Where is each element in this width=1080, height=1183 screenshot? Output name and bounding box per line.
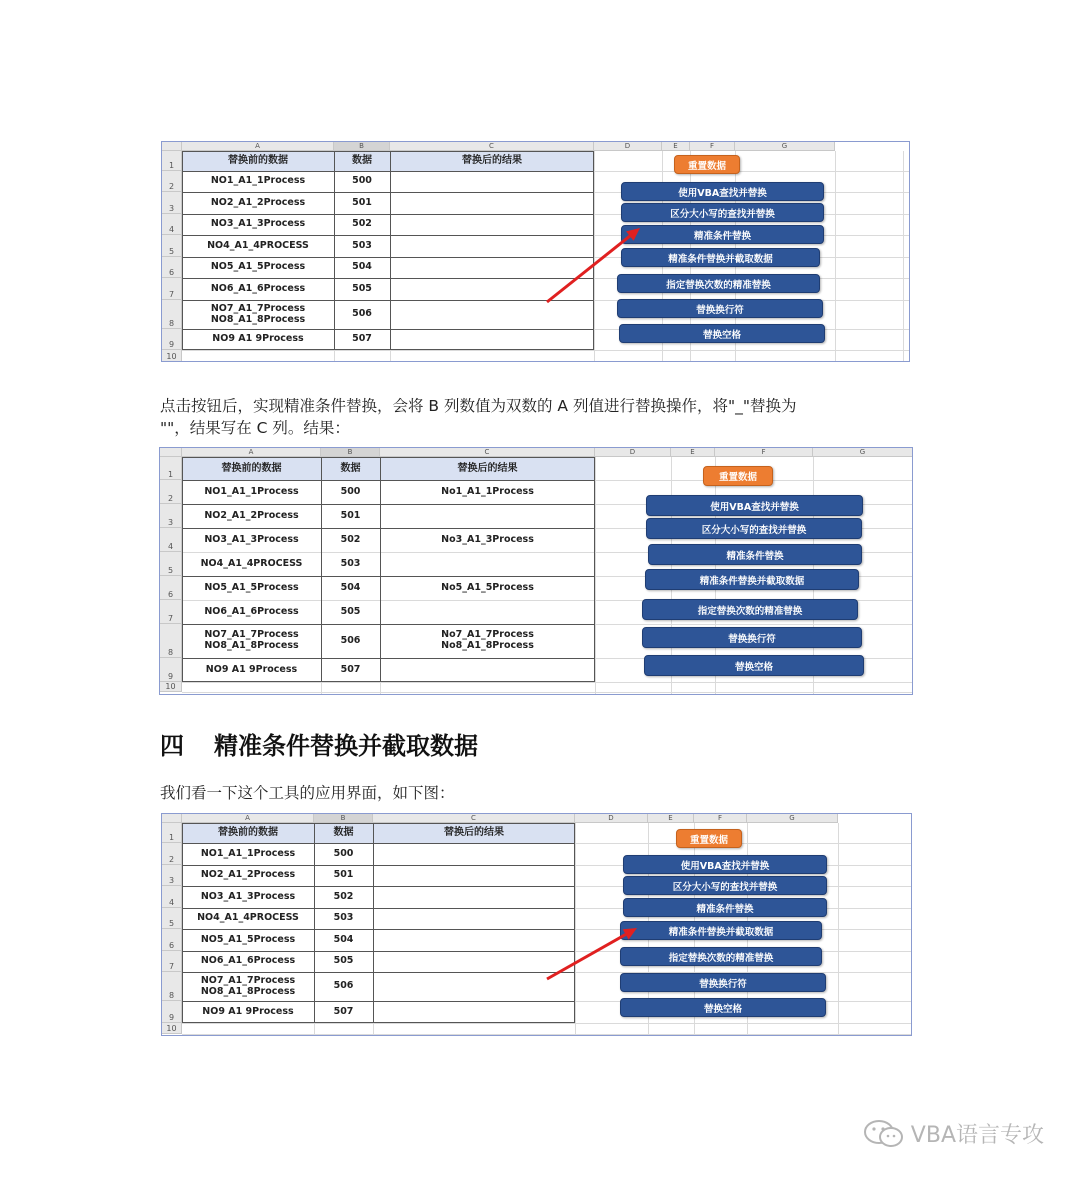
cell-b[interactable]: 507 — [352, 333, 372, 345]
row-header-4[interactable]: 4 — [160, 528, 182, 552]
vba-find-button[interactable]: 使用VBA查找并替换 — [646, 495, 863, 516]
space-button[interactable]: 替换空格 — [619, 324, 825, 343]
row-header-6[interactable]: 6 — [160, 576, 182, 600]
table-divider — [182, 886, 575, 887]
count-replace-button[interactable]: 指定替换次数的精准替换 — [642, 599, 858, 620]
table-divider — [182, 624, 595, 625]
section-title: 精准条件替换并截取数据 — [214, 732, 478, 760]
cell-b[interactable]: 506 — [340, 634, 361, 646]
row-header-7[interactable]: 7 — [162, 278, 182, 300]
cell-b[interactable]: 502 — [340, 533, 361, 545]
header-cell[interactable]: 数据 — [334, 151, 390, 171]
cell-b[interactable]: 502 — [333, 890, 354, 902]
reset-data-button[interactable]: 重置数据 — [676, 829, 742, 848]
cell-c[interactable] — [380, 504, 595, 528]
row-header-10[interactable]: 10 — [160, 682, 182, 692]
cell-a[interactable]: NO3_A1_3Process — [204, 533, 299, 545]
cell-c[interactable] — [380, 658, 595, 682]
reset-data-button[interactable]: 重置数据 — [703, 466, 773, 486]
row-header-2[interactable]: 2 — [162, 171, 182, 192]
header-cell[interactable]: 替换前的数据 — [182, 823, 314, 843]
cell-a[interactable]: NO1_A1_1Process — [210, 175, 306, 187]
column-header-g[interactable]: G — [735, 142, 835, 151]
row-header-10[interactable]: 10 — [162, 350, 182, 362]
precise-button[interactable]: 精准条件替换 — [621, 225, 824, 244]
row-header-7[interactable]: 7 — [162, 951, 182, 972]
table-divider — [373, 823, 374, 1023]
table-divider — [182, 528, 595, 529]
sheet-corner[interactable] — [162, 814, 182, 823]
spreadsheet-screenshot-2 — [159, 447, 913, 695]
wechat-icon — [863, 1119, 905, 1149]
table-divider — [182, 235, 594, 236]
header-cell[interactable]: 替换后的结果 — [390, 151, 594, 171]
cell-a[interactable]: NO2_A1_2Process — [204, 509, 299, 521]
cell-b[interactable]: 504 — [340, 581, 361, 593]
spreadsheet-screenshot-1 — [161, 141, 910, 362]
table-divider — [182, 908, 575, 909]
table-divider — [380, 457, 381, 682]
column-header-b[interactable]: B — [321, 448, 380, 457]
row-header-3[interactable]: 3 — [160, 504, 182, 528]
cell-b[interactable]: 501 — [352, 196, 372, 208]
count-replace-button[interactable]: 指定替换次数的精准替换 — [620, 947, 822, 966]
table-divider — [390, 151, 391, 350]
cell-a[interactable]: NO7_A1_7Process NO8_A1_8Process — [200, 974, 296, 997]
cell-a[interactable]: NO5_A1_5Process — [200, 933, 296, 945]
column-header-c[interactable]: C — [390, 142, 594, 151]
cell-b[interactable]: 504 — [352, 261, 372, 273]
row-header-5[interactable]: 5 — [162, 235, 182, 257]
cell-c[interactable]: No5_A1_5Process — [441, 581, 534, 593]
row-header-3[interactable]: 3 — [162, 192, 182, 214]
cell-b[interactable]: 501 — [333, 869, 354, 881]
precise-button[interactable]: 精准条件替换 — [623, 898, 827, 917]
table-divider — [182, 257, 594, 258]
column-header-a[interactable]: A — [182, 814, 314, 823]
cell-a[interactable]: NO6_A1_6Process — [200, 955, 296, 967]
cell-b[interactable]: 505 — [340, 605, 361, 617]
watermark-text: VBA语言专攻 — [910, 1123, 1044, 1148]
column-header-a[interactable]: A — [182, 448, 321, 457]
cell-a[interactable]: NO4_A1_4PROCESS — [207, 239, 309, 251]
table-divider — [182, 329, 594, 330]
row-header-9[interactable]: 9 — [162, 1001, 182, 1023]
cell-b[interactable]: 507 — [340, 663, 361, 675]
gridline — [182, 682, 913, 683]
cell-b[interactable]: 503 — [333, 912, 354, 924]
table-divider — [182, 480, 595, 481]
row-header-9[interactable]: 9 — [160, 658, 182, 682]
paragraph-line-1: 点击按钮后，实现精准条件替换，会将 B 列数值为双数的 A 列值进行替换操作，将"_"替换为 — [160, 397, 797, 415]
header-cell[interactable]: 替换后的结果 — [380, 457, 595, 480]
cell-b[interactable]: 503 — [340, 557, 361, 569]
cell-c[interactable]: No1_A1_1Process — [441, 485, 534, 497]
reset-data-button[interactable]: 重置数据 — [674, 155, 740, 174]
section-number: 四 — [160, 732, 184, 760]
gridline — [182, 350, 910, 351]
cell-a[interactable]: NO3_A1_3Process — [210, 218, 306, 230]
table-divider — [321, 457, 322, 682]
column-header-g[interactable]: G — [747, 814, 838, 823]
space-button[interactable]: 替换空格 — [644, 655, 864, 676]
vba-find-button[interactable]: 使用VBA查找并替换 — [621, 182, 824, 201]
table-divider — [182, 951, 575, 952]
newline-button[interactable]: 替换换行符 — [617, 299, 823, 318]
cell-b[interactable]: 502 — [352, 218, 372, 230]
cell-b[interactable]: 506 — [333, 980, 354, 992]
table-divider — [182, 192, 594, 193]
table-divider — [182, 214, 594, 215]
header-cell[interactable]: 数据 — [321, 457, 380, 480]
cell-a[interactable]: NO2_A1_2Process — [200, 869, 296, 881]
row-header-2[interactable]: 2 — [160, 480, 182, 504]
header-cell[interactable]: 替换前的数据 — [182, 151, 334, 171]
precise-cut-button[interactable]: 精准条件替换并截取数据 — [645, 569, 859, 590]
count-replace-button[interactable]: 指定替换次数的精准替换 — [617, 274, 820, 293]
cell-a[interactable]: NO5_A1_5Process — [204, 581, 299, 593]
cell-b[interactable]: 507 — [333, 1005, 354, 1017]
gridline — [182, 692, 913, 693]
section-heading — [160, 726, 478, 761]
precise-cut-button[interactable]: 精准条件替换并截取数据 — [621, 248, 820, 267]
cell-a[interactable]: NO7_A1_7Process NO8_A1_8Process — [204, 629, 299, 651]
table-divider — [182, 972, 575, 973]
table-divider — [182, 278, 594, 279]
row-header-6[interactable]: 6 — [162, 929, 182, 951]
table-divider — [182, 504, 595, 505]
column-header-c[interactable]: C — [380, 448, 595, 457]
gridline — [182, 1023, 912, 1024]
gridline — [182, 1034, 912, 1035]
cell-c[interactable] — [380, 552, 595, 576]
precise-button[interactable]: 精准条件替换 — [648, 544, 862, 565]
cell-b[interactable]: 501 — [340, 509, 361, 521]
row-header-2[interactable]: 2 — [162, 843, 182, 865]
spreadsheet-screenshot-3 — [161, 813, 912, 1036]
row-header-8[interactable]: 8 — [162, 300, 182, 329]
cell-a[interactable]: NO9 A1 9Process — [212, 333, 304, 345]
cell-b[interactable]: 500 — [333, 847, 354, 859]
table-divider — [334, 151, 335, 350]
space-button[interactable]: 替换空格 — [620, 998, 826, 1017]
cell-a[interactable]: NO9 A1 9Process — [205, 663, 298, 675]
cell-b[interactable]: 505 — [352, 282, 372, 294]
table-divider — [182, 929, 575, 930]
column-header-f[interactable]: F — [715, 448, 813, 457]
case-find-button[interactable]: 区分大小写的查找并替换 — [623, 876, 827, 895]
row-header-8[interactable]: 8 — [160, 624, 182, 658]
cell-a[interactable]: NO4_A1_4PROCESS — [200, 557, 303, 569]
paragraph-line-2: ""，结果写在 C 列。结果： — [160, 419, 350, 437]
column-header-c[interactable]: C — [373, 814, 575, 823]
cell-a[interactable]: NO1_A1_1Process — [200, 847, 296, 859]
paragraph-intro: 我们看一下这个工具的应用界面，如下图： — [160, 784, 455, 802]
row-header-7[interactable]: 7 — [160, 600, 182, 624]
column-header-d[interactable]: D — [575, 814, 648, 823]
column-header-d[interactable]: D — [595, 448, 671, 457]
cell-a[interactable]: NO1_A1_1Process — [204, 485, 299, 497]
cell-b[interactable]: 505 — [333, 955, 354, 967]
table-divider — [314, 823, 315, 1023]
cell-a[interactable]: NO3_A1_3Process — [200, 890, 296, 902]
row-header-8[interactable]: 8 — [162, 972, 182, 1001]
column-header-g[interactable]: G — [813, 448, 913, 457]
cell-c[interactable]: No7_A1_7Process No8_A1_8Process — [441, 629, 534, 651]
table-divider — [182, 171, 594, 172]
cell-a[interactable]: NO7_A1_7Process NO8_A1_8Process — [210, 302, 306, 325]
cell-a[interactable]: NO6_A1_6Process — [204, 605, 299, 617]
cell-b[interactable]: 500 — [340, 485, 361, 497]
vba-find-button[interactable]: 使用VBA查找并替换 — [623, 855, 827, 874]
cell-a[interactable]: NO2_A1_2Process — [210, 196, 306, 208]
column-header-b[interactable]: B — [314, 814, 373, 823]
table-divider — [182, 576, 595, 577]
table-divider — [182, 658, 595, 659]
row-header-5[interactable]: 5 — [160, 552, 182, 576]
sheet-corner[interactable] — [162, 142, 182, 151]
sheet-corner[interactable] — [160, 448, 182, 457]
column-header-f[interactable]: F — [690, 142, 735, 151]
column-header-e[interactable]: E — [662, 142, 690, 151]
cell-b[interactable]: 504 — [333, 933, 354, 945]
row-header-4[interactable]: 4 — [162, 886, 182, 908]
cell-b[interactable]: 506 — [352, 308, 372, 320]
cell-a[interactable]: NO6_A1_6Process — [210, 282, 306, 294]
cell-c[interactable] — [380, 600, 595, 624]
column-header-e[interactable]: E — [648, 814, 694, 823]
table-divider — [182, 300, 594, 301]
column-header-f[interactable]: F — [694, 814, 747, 823]
newline-button[interactable]: 替换换行符 — [620, 973, 826, 992]
header-cell[interactable]: 替换前的数据 — [182, 457, 321, 480]
precise-cut-button[interactable]: 精准条件替换并截取数据 — [620, 921, 822, 940]
table-divider — [182, 1001, 575, 1002]
cell-a[interactable]: NO4_A1_4PROCESS — [197, 912, 299, 924]
row-header-10[interactable]: 10 — [162, 1023, 182, 1034]
row-header-1[interactable]: 1 — [162, 823, 182, 843]
header-cell[interactable]: 数据 — [314, 823, 373, 843]
row-header-4[interactable]: 4 — [162, 214, 182, 235]
watermark — [863, 1118, 1044, 1149]
column-header-a[interactable]: A — [182, 142, 334, 151]
row-header-6[interactable]: 6 — [162, 257, 182, 278]
cell-b[interactable]: 503 — [352, 239, 372, 251]
cell-a[interactable]: NO5_A1_5Process — [210, 261, 306, 273]
case-find-button[interactable]: 区分大小写的查找并替换 — [621, 203, 824, 222]
row-header-1[interactable]: 1 — [162, 151, 182, 171]
case-find-button[interactable]: 区分大小写的查找并替换 — [646, 518, 862, 539]
cell-a[interactable]: NO9 A1 9Process — [202, 1005, 294, 1017]
row-header-1[interactable]: 1 — [160, 457, 182, 480]
column-header-b[interactable]: B — [334, 142, 390, 151]
row-header-9[interactable]: 9 — [162, 329, 182, 350]
row-header-3[interactable]: 3 — [162, 865, 182, 886]
table-divider — [182, 865, 575, 866]
row-header-5[interactable]: 5 — [162, 908, 182, 929]
table-divider — [182, 843, 575, 844]
column-header-d[interactable]: D — [594, 142, 662, 151]
column-header-e[interactable]: E — [671, 448, 715, 457]
cell-c[interactable]: No3_A1_3Process — [441, 533, 534, 545]
header-cell[interactable]: 替换后的结果 — [373, 823, 575, 843]
cell-b[interactable]: 500 — [352, 175, 372, 187]
newline-button[interactable]: 替换换行符 — [642, 627, 862, 648]
